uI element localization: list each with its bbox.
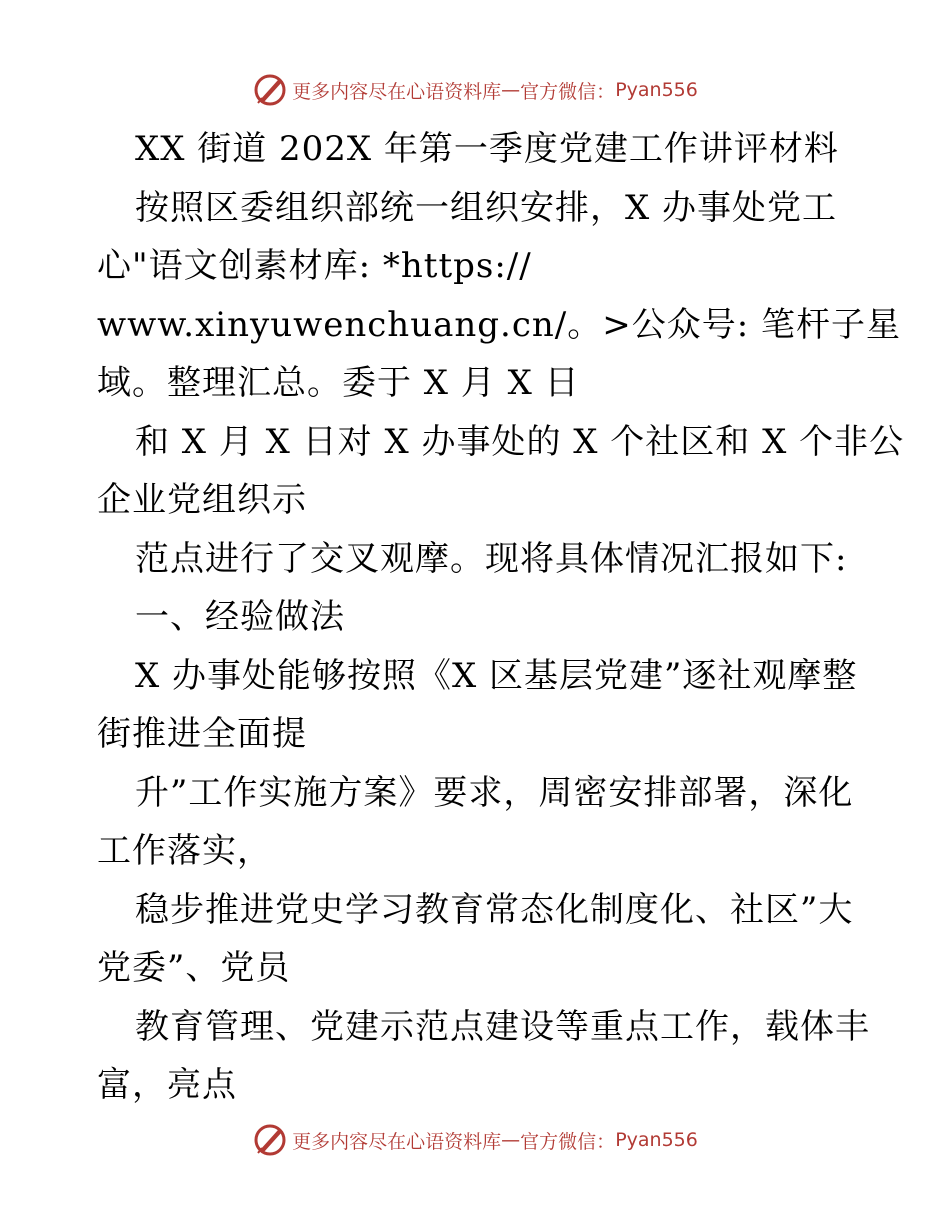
header-banner: [0, 70, 950, 110]
banner-dash: —: [501, 79, 521, 101]
quill-logo-icon: [252, 1122, 288, 1158]
banner-wechat-label: 官方微信：: [520, 1130, 616, 1153]
body-text-line: 街推进全面提: [97, 714, 307, 754]
body-text-line: 工作落实，: [97, 831, 272, 871]
body-text-line: 升”工作实施方案》要求，周密安排部署，深化: [135, 772, 854, 813]
footer-banner: [0, 1120, 950, 1160]
quill-logo-icon: [252, 72, 288, 108]
banner-main-text: 更多内容尽在心语资料库: [292, 80, 502, 103]
banner-wechat-label: 官方微信：: [520, 80, 616, 103]
body-text-line: 域。整理汇总。委于 X 月 X 日: [97, 363, 580, 403]
body-text-line: 稳步推进党史学习教育常态化制度化、社区”大: [135, 889, 854, 930]
document-body: [97, 120, 905, 1115]
banner-main-text: 更多内容尽在心语资料库: [292, 1130, 502, 1153]
banner-wechat-id: Pyan556: [615, 79, 698, 101]
body-text-line: X 办事处能够按照《X 区基层党建”逐社观摩整: [135, 655, 858, 696]
body-text-line: 党委”、党员: [97, 948, 291, 988]
body-text-line: 心"语文创素材库: *https://: [97, 246, 532, 286]
body-text-line: 企业党组织示: [97, 480, 307, 520]
body-text-line: 一、经验做法: [135, 597, 345, 637]
banner-dash: —: [501, 1129, 521, 1151]
document-title: XX 街道 202X 年第一季度党建工作讲评材料: [135, 129, 839, 169]
body-text-line: 富，亮点: [97, 1065, 237, 1105]
body-text-line: 按照区委组织部统一组织安排，X 办事处党工: [135, 187, 838, 228]
body-text-line: 教育管理、党建示范点建设等重点工作，载体丰: [135, 1006, 870, 1047]
body-text-line: 范点进行了交叉观摩。现将具体情况汇报如下:: [135, 538, 848, 579]
banner-wechat-id: Pyan556: [615, 1129, 698, 1151]
body-text-line: www.xinyuwenchuang.cn/。>公众号: 笔杆子星: [97, 304, 901, 345]
body-text-line: 和 X 月 X 日对 X 办事处的 X 个社区和 X 个非公: [135, 421, 905, 462]
